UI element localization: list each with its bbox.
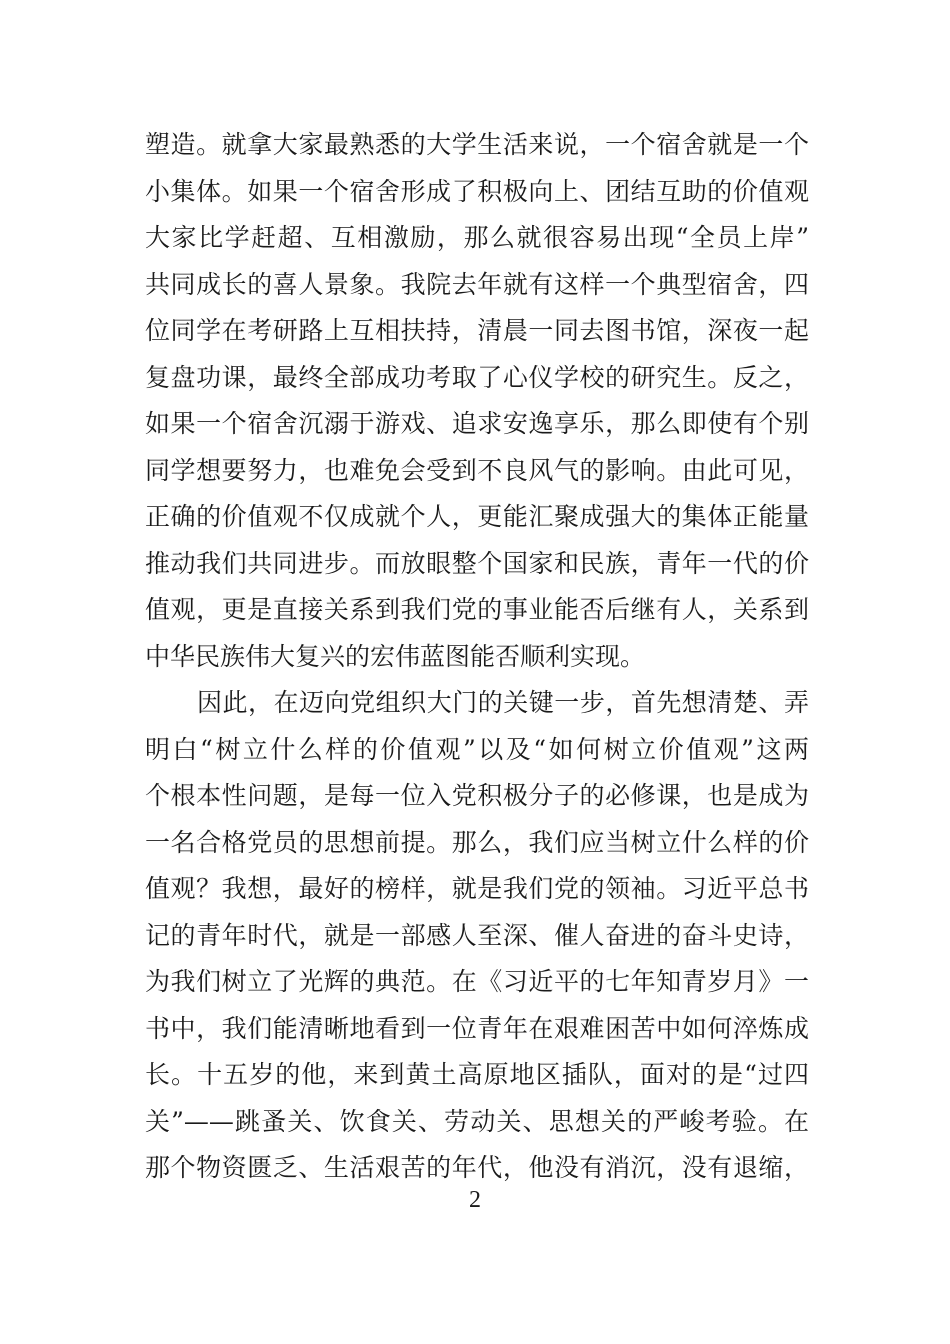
text-line: 塑造。就拿大家最熟悉的大学生活来说，一个宿舍就是一个: [145, 130, 809, 159]
text-line: 记的青年时代，就是一部感人至深、催人奋进的奋斗史诗，: [145, 920, 809, 950]
text-line: 同学想要努力，也难免会受到不良风气的影响。由此可见，: [145, 455, 809, 485]
text-line: 那个物资匮乏、生活艰苦的年代，他没有消沉，没有退缩，: [145, 1153, 809, 1182]
text-line: 如果一个宿舍沉溺于游戏、追求安逸享乐，那么即使有个别: [145, 409, 809, 438]
text-line: 个根本性问题，是每一位入党积极分子的必修课，也是成为: [145, 781, 809, 810]
text-line: 位同学在考研路上互相扶持，清晨一同去图书馆，深夜一起: [145, 316, 809, 345]
text-line: 为我们树立了光辉的典范。在《习近平的七年知青岁月》一: [145, 967, 809, 996]
text-line: 书中，我们能清晰地看到一位青年在艰难困苦中如何淬炼成: [145, 1013, 809, 1043]
text-line: 因此，在迈向党组织大门的关键一步，首先想清楚、弄: [197, 688, 809, 717]
text-line: 大家比学赶超、互相激励，那么就很容易出现“全员上岸”: [145, 223, 809, 252]
text-line: 值观，更是直接关系到我们党的事业能否后继有人，关系到: [145, 595, 809, 624]
text-line: 明白“树立什么样的价值观”以及“如何树立价值观”这两: [145, 734, 809, 764]
paragraph-1: [145, 122, 809, 680]
text-line: 推动我们共同进步。而放眼整个国家和民族，青年一代的价: [145, 548, 809, 578]
text-line: 一名合格党员的思想前提。那么，我们应当树立什么样的价: [145, 827, 809, 857]
text-line: 中华民族伟大复兴的宏伟蓝图能否顺利实现。: [145, 641, 646, 671]
text-line: 正确的价值观不仅成就个人，更能汇聚成强大的集体正能量: [145, 502, 809, 531]
text-line: 长。十五岁的他，来到黄土高原地区插队，面对的是“过四: [145, 1060, 809, 1089]
paragraph-2: [145, 680, 809, 1192]
text-line: 关”——跳蚤关、饮食关、劳动关、思想关的严峻考验。在: [145, 1106, 809, 1136]
body-text: [145, 122, 809, 1192]
text-line: 值观？我想，最好的榜样，就是我们党的领袖。习近平总书: [145, 874, 809, 903]
text-line: 复盘功课，最终全部成功考取了心仪学校的研究生。反之，: [145, 362, 809, 392]
text-line: 小集体。如果一个宿舍形成了积极向上、团结互助的价值观: [145, 176, 809, 206]
page-number: 2: [469, 1187, 481, 1213]
text-line: 共同成长的喜人景象。我院去年就有这样一个典型宿舍，四: [145, 269, 809, 299]
